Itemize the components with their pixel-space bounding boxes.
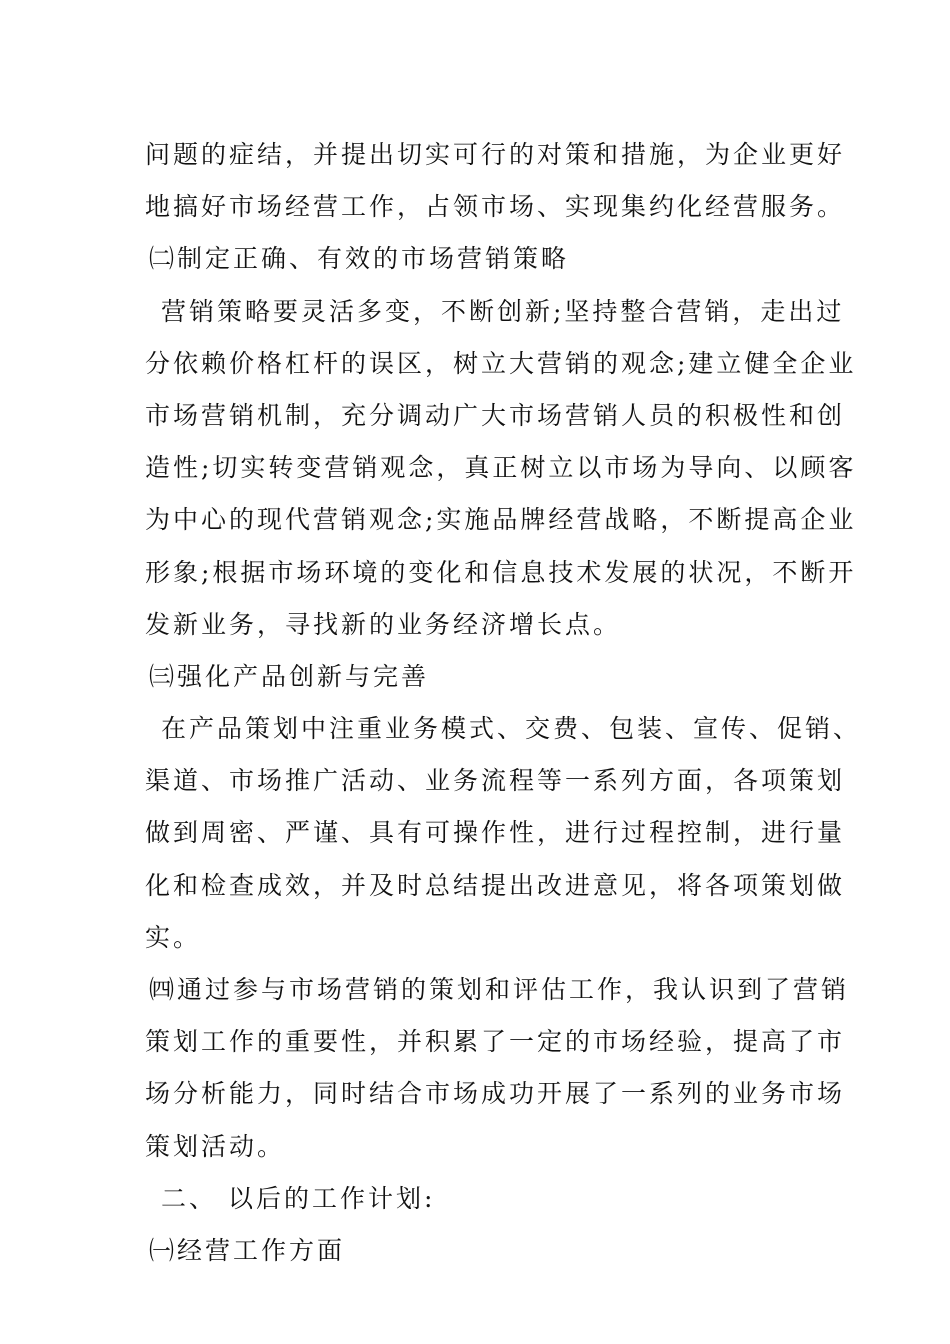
paragraph-line: 地搞好市场经营工作，占领市场、实现集约化经营服务。 (145, 192, 846, 222)
paragraph-line: 市场营销机制，充分调动广大市场营销人员的积极性和创 (145, 400, 846, 430)
paragraph-line: 做到周密、严谨、具有可操作性，进行过程控制，进行量 (145, 818, 846, 848)
paragraph-line: 发新业务，寻找新的业务经济增长点。 (145, 609, 622, 639)
paragraph-line: 营销策略要灵活多变，不断创新;坚持整合营销，走出过 (161, 296, 845, 326)
paragraph-line: 问题的症结，并提出切实可行的对策和措施，为企业更好 (145, 140, 846, 169)
paragraph-line: 场分析能力，同时结合市场成功开展了一系列的业务市场 (145, 1079, 846, 1109)
document-body (145, 129, 862, 1277)
paragraph-line: 形象;根据市场环境的变化和信息技术发展的状况，不断开 (145, 557, 857, 587)
paragraph-line: 渠道、市场推广活动、业务流程等一系列方面，各项策划 (145, 766, 846, 796)
paragraph-line: 分依赖价格杠杆的误区，树立大营销的观念;建立健全企业 (145, 348, 857, 378)
paragraph-line: 实。 (145, 922, 202, 952)
paragraph-line: 造性;切实转变营销观念，真正树立以市场为导向、以顾客 (145, 453, 857, 483)
section-heading: ㈡制定正确、有效的市场营销策略 (149, 244, 570, 274)
section-heading: 二、 以后的工作计划: (161, 1183, 436, 1213)
paragraph-line: 在产品策划中注重业务模式、交费、包装、宣传、促销、 (161, 714, 862, 744)
paragraph-line: 为中心的现代营销观念;实施品牌经营战略，不断提高企业 (145, 505, 857, 535)
paragraph-line: 策划工作的重要性，并积累了一定的市场经验，提高了市 (145, 1027, 846, 1057)
section-heading: ㈢强化产品创新与完善 (149, 661, 430, 691)
section-heading: ㈣通过参与市场营销的策划和评估工作，我认识到了营销 (149, 975, 850, 1004)
paragraph-line: 策划活动。 (145, 1131, 286, 1161)
paragraph-line: 化和检查成效，并及时总结提出改进意见，将各项策划做 (145, 870, 846, 900)
section-heading: ㈠经营工作方面 (149, 1235, 346, 1265)
